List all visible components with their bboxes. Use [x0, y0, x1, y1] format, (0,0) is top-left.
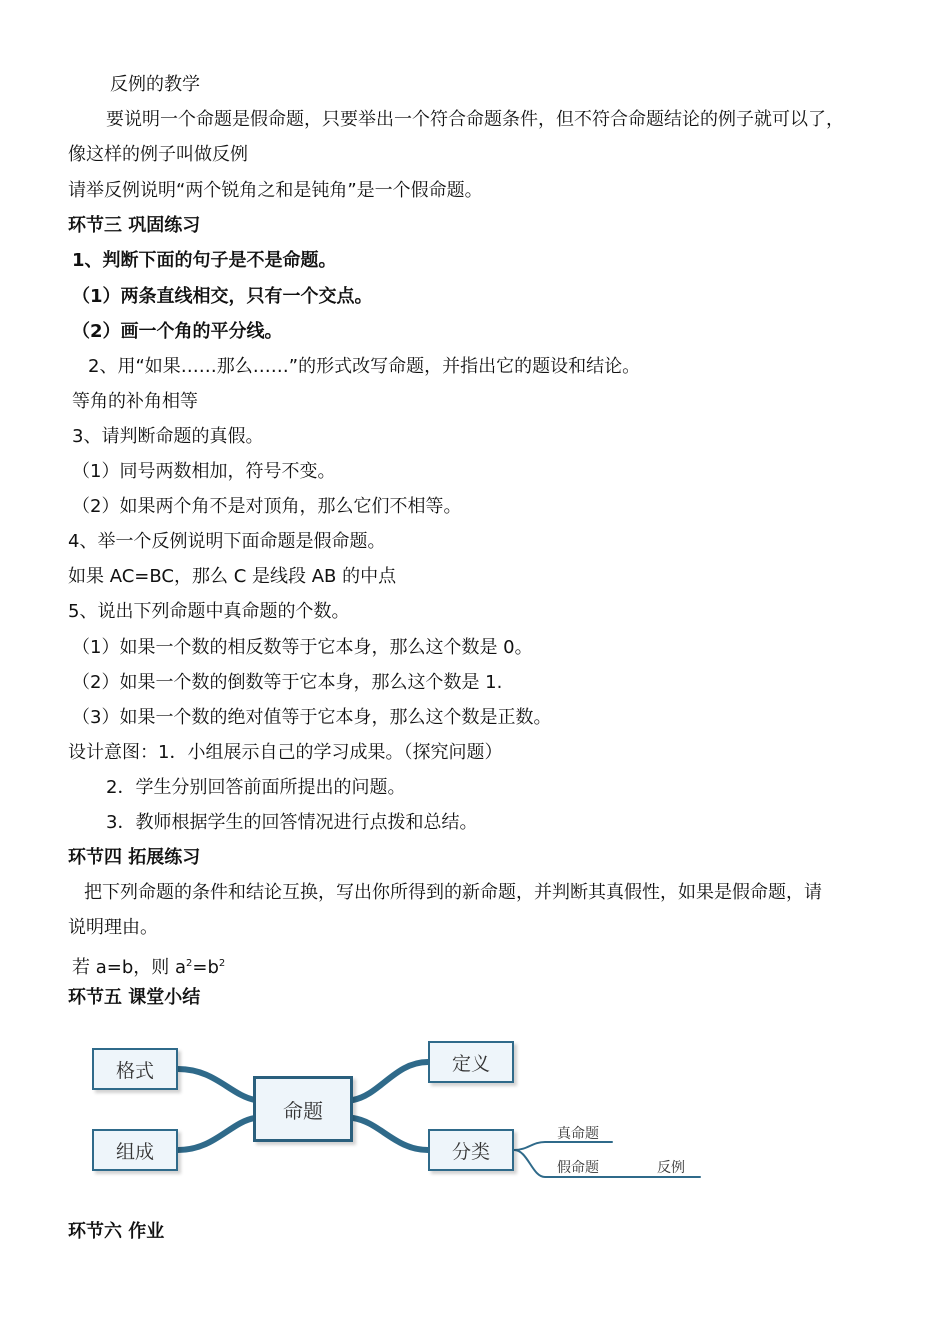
- question-5-item-3: （3）如果一个数的绝对值等于它本身，那么这个数是正数。: [72, 707, 552, 728]
- branch-composition: [178, 1118, 255, 1150]
- question-2: 2、用“如果……那么……”的形式改写命题，并指出它的题设和结论。: [88, 356, 641, 377]
- mindmap-node-center: 命题: [253, 1076, 353, 1142]
- counterexample-title: 反例的教学: [110, 74, 200, 95]
- question-1-item-1: （1）两条直线相交，只有一个交点。: [72, 286, 373, 307]
- mindmap-leaf-false: 假命题: [557, 1160, 599, 1176]
- question-5-item-2: （2）如果一个数的倒数等于它本身，那么这个数是 1.: [72, 672, 503, 693]
- design-intent-1: 设计意图：1．小组展示自己的学习成果。（探究问题）: [68, 742, 503, 763]
- design-intent-2: 2．学生分别回答前面所提出的问题。: [106, 777, 406, 798]
- question-3: 3、请判断命题的真假。: [72, 426, 264, 447]
- mindmap-node-definition: 定义: [428, 1041, 514, 1083]
- mindmap-leaf-counterexample: 反例: [657, 1160, 685, 1176]
- proposition-prefix: 若 a=b，则 a: [72, 957, 187, 978]
- question-4: 4、举一个反例说明下面命题是假命题。: [68, 531, 386, 552]
- question-1-item-2: （2）画一个角的平分线。: [72, 321, 283, 342]
- extension-text-line-1: 把下列命题的条件和结论互换，写出你所得到的新命题，并判断其真假性，如果是假命题，请: [84, 882, 822, 903]
- question-5-item-1: （1）如果一个数的相反数等于它本身，那么这个数是 0。: [72, 637, 533, 658]
- branch-format: [178, 1069, 255, 1100]
- question-5: 5、说出下列命题中真命题的个数。: [68, 601, 350, 622]
- branch-true: [514, 1142, 612, 1150]
- exponent-b: 2: [218, 958, 226, 969]
- design-intent-3: 3．教师根据学生的回答情况进行点拨和总结。: [106, 812, 478, 833]
- counterexample-task: 请举反例说明“两个锐角之和是钝角”是一个假命题。: [68, 180, 483, 201]
- question-3-item-2: （2）如果两个角不是对顶角，那么它们不相等。: [72, 496, 462, 517]
- section3-heading: 环节三 巩固练习: [68, 215, 201, 236]
- section5-heading: 环节五 课堂小结: [68, 987, 201, 1008]
- question-2-item: 等角的补角相等: [72, 391, 198, 412]
- proposition-mid: =b: [192, 957, 219, 978]
- mindmap-node-composition: 组成: [92, 1129, 178, 1171]
- section6-heading: 环节六 作业: [68, 1221, 165, 1242]
- question-4-item: 如果 AC=BC，那么 C 是线段 AB 的中点: [68, 566, 397, 587]
- mindmap-leaf-true: 真命题: [557, 1126, 599, 1142]
- branch-classification: [353, 1118, 428, 1150]
- mindmap-node-format: 格式: [92, 1048, 178, 1090]
- exponent-a: 2: [186, 958, 193, 969]
- mindmap-node-classification: 分类: [428, 1129, 514, 1171]
- branch-definition: [353, 1062, 428, 1100]
- question-1: 1、判断下面的句子是不是命题。: [72, 250, 337, 271]
- counterexample-text-line-1: 要说明一个命题是假命题，只要举出一个符合命题条件，但不符合命题结论的例子就可以了，: [106, 109, 844, 130]
- question-3-item-1: （1）同号两数相加，符号不变。: [72, 461, 336, 482]
- extension-text-line-2: 说明理由。: [68, 917, 158, 938]
- section4-heading: 环节四 拓展练习: [68, 847, 201, 868]
- counterexample-text-line-2: 像这样的例子叫做反例: [68, 144, 248, 165]
